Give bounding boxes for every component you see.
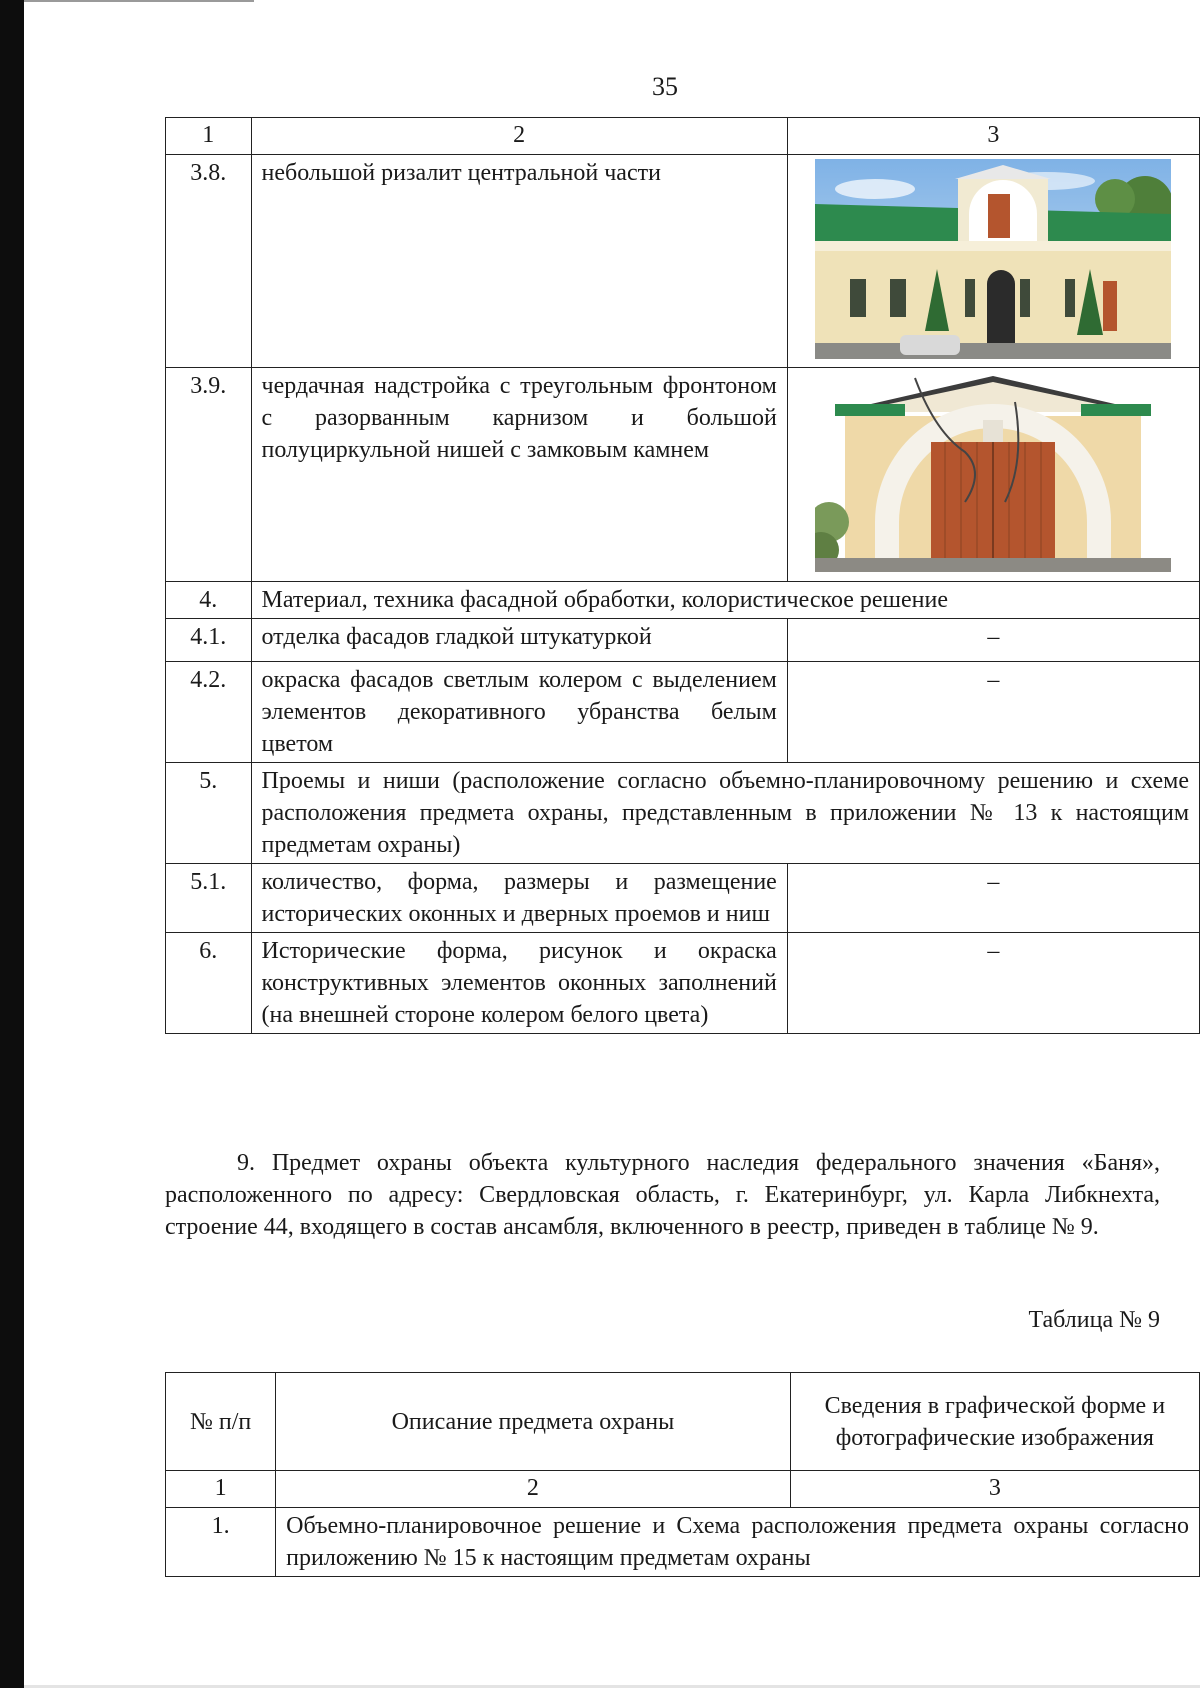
row-graphic-info: – <box>787 619 1199 662</box>
table-head-row <box>166 1373 1200 1471</box>
table-row <box>166 933 1200 1034</box>
table-row <box>166 582 1200 619</box>
row-description: отделка фасадов гладкой штукатуркой <box>251 619 787 662</box>
number-col-2: 2 <box>276 1471 790 1508</box>
row-graphic-info: – <box>787 662 1199 763</box>
row-number: 4.2. <box>166 662 252 763</box>
row-number: 1. <box>166 1508 276 1577</box>
row-number: 5.1. <box>166 864 252 933</box>
row-description: Материал, техника фасадной обработки, колористическое решение <box>251 582 1200 619</box>
head-description-col: Описание предмета охраны <box>276 1373 790 1471</box>
row-number: 3.9. <box>166 368 252 582</box>
table-row <box>166 662 1200 763</box>
table-row <box>166 1508 1200 1577</box>
section-9-paragraph: 9. Предмет охраны объекта культурного наследия федерального значения «Баня», расположенного по адресу: Свердловская область, г. Екатеринбург, ул. Карла Либкнехта, строение 44, входящего в состав ансамбля, включенного в реестр, приведен в таблице № 9. <box>165 1150 1160 1240</box>
number-col-1: 1 <box>166 1471 276 1508</box>
table-row <box>166 368 1200 582</box>
photo-cell <box>787 368 1199 582</box>
row-description: чердачная надстройка с треугольным фронтоном с разорванным карнизом и большой полуциркульной нишей с замковым камнем <box>251 368 787 582</box>
row-graphic-info: – <box>787 933 1199 1034</box>
row-number: 4. <box>166 582 252 619</box>
number-col-3: 3 <box>790 1471 1199 1508</box>
head-graphic-col: Сведения в графической форме и фотографические изображения <box>790 1373 1199 1471</box>
table-caption: Таблица № 9 <box>1028 1307 1160 1333</box>
row-description: количество, форма, размеры и размещение исторических оконных и дверных проемов и ниш <box>251 864 787 933</box>
scan-edge-left <box>0 0 24 1688</box>
page-number: 35 <box>652 72 678 101</box>
building-photo-attic-gable <box>815 372 1171 572</box>
row-number: 4.1. <box>166 619 252 662</box>
photo-cell <box>787 155 1199 368</box>
table-row <box>166 619 1200 662</box>
table-protection-items <box>165 117 1200 1034</box>
table-9 <box>165 1372 1200 1577</box>
table-row <box>166 155 1200 368</box>
head-number-col: № п/п <box>166 1373 276 1471</box>
building-photo-central-risalit <box>815 159 1171 359</box>
row-number: 5. <box>166 763 252 864</box>
scan-edge-top <box>24 0 254 2</box>
row-number: 3.8. <box>166 155 252 368</box>
table-header-row <box>166 118 1200 155</box>
row-description: Проемы и ниши (расположение согласно объемно-планировочному решению и схеме расположения предмета охраны, представленным в приложении № 13 к настоящим предметам охраны) <box>251 763 1200 864</box>
header-col-2: 2 <box>251 118 787 155</box>
row-description: небольшой ризалит центральной части <box>251 155 787 368</box>
table-numbers-row <box>166 1471 1200 1508</box>
table-row <box>166 864 1200 933</box>
header-col-1: 1 <box>166 118 252 155</box>
row-number: 6. <box>166 933 252 1034</box>
row-description: Объемно-планировочное решение и Схема расположения предмета охраны согласно приложению № 15 к настоящим предметам охраны <box>276 1508 1200 1577</box>
row-description: окраска фасадов светлым колером с выделением элементов декоративного убранства белым цветом <box>251 662 787 763</box>
row-graphic-info: – <box>787 864 1199 933</box>
row-description: Исторические форма, рисунок и окраска конструктивных элементов оконных заполнений (на внешней стороне колером белого цвета) <box>251 933 787 1034</box>
table-row <box>166 763 1200 864</box>
header-col-3: 3 <box>787 118 1199 155</box>
